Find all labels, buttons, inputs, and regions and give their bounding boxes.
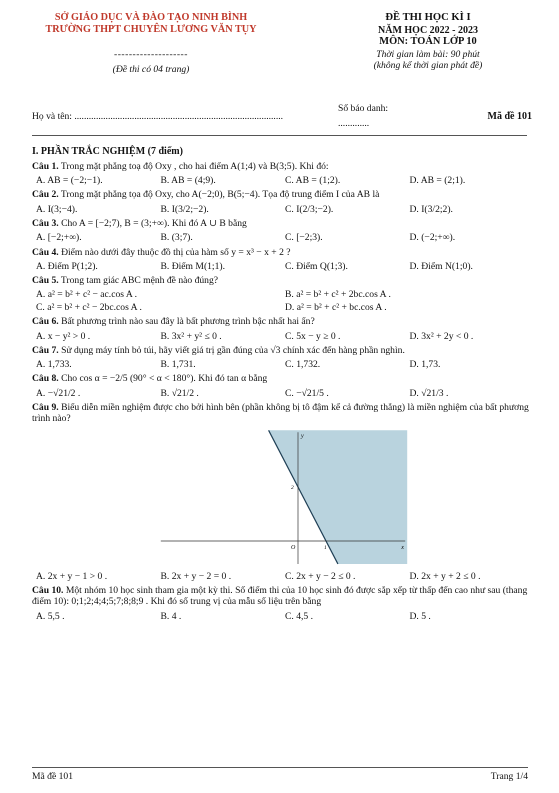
subject: MÔN: TOÁN LỚP 10 [379,36,477,48]
option-b: B. √21/2 . [160,387,199,399]
question-stem [32,275,534,286]
question-text: Một nhóm 10 học sinh tham gia một kỳ thi. Số điểm thi của 10 học sinh đó được sắp xếp từ thấp đến cao như sau (thang điểm 10): 0;1;2;4;4;5;7;8;8;9 . Khi đó số trung vị của mẫu số liệu trên bằng [32,585,528,608]
question-stem [32,316,534,327]
question-label: Câu 3. [32,218,59,230]
candidate-number-dots: ............. [338,118,370,130]
pages-note: (Đề thi có 04 trang) [112,63,190,75]
option-b: B. 3x² + y² ≤ 0 . [160,330,222,342]
option-a: A. x − y² > 0 . [36,330,91,342]
option-c: C. 5x − y ≥ 0 . [285,330,341,342]
question-label: Câu 4. [32,246,59,258]
question-text: Trong tam giác ABC mệnh đề nào đúng? [60,275,219,287]
options-row [36,175,534,186]
option-b: B. AB = (4;9). [160,175,216,187]
question-label: Câu 10. [32,585,64,597]
option-d: D. √21/3 . [409,387,449,399]
divider [32,135,527,136]
options-row [36,204,534,215]
option-a: A. −√21/2 . [36,387,81,399]
header-left [26,12,276,75]
option-d: D. 2x + y + 2 ≤ 0 . [409,570,481,582]
x-axis-label: x [401,544,404,551]
question-label: Câu 8. [32,373,59,385]
question-stem [32,161,534,172]
question-stem [32,345,534,356]
option-a: A. a² = b² + c² − ac.cos A . [36,288,138,300]
option-d: D. 1,73. [409,359,441,371]
question-text: Trong mặt phẳng tọa độ Oxy, cho A(−2;0), B(5;−4). Tọa độ trung điểm I của AB là [60,189,380,201]
header-right [318,12,538,71]
candidate-number-label: Số báo danh: [338,103,389,114]
option-d: D. 5 . [409,610,431,622]
options-row [36,388,534,399]
y-axis-label: y [301,433,304,440]
school-year: NĂM HỌC 2022 - 2023 [378,24,478,36]
question-text: Điểm nào dưới đây thuộc đồ thị của hàm số y = x³ − x + 2 ? [61,246,291,258]
question-10 [32,585,534,622]
section-title: I. PHẦN TRẮC NGHIỆM (7 điểm) [32,146,183,157]
candidate-number-field [338,103,388,130]
question-text: Sử dụng máy tính bỏ túi, hãy viết giá trị gần đúng của √3 chính xác đến hàng phần nghìn. [61,344,405,356]
option-b: B. (3;7). [160,232,193,244]
duration-note: (không kể thời gian phát đề) [373,59,483,71]
question-5 [32,275,534,313]
question-1 [32,161,534,187]
question-8 [32,373,534,399]
option-b: B. 4 . [160,610,182,622]
question-4 [32,247,534,273]
question-7 [32,345,534,371]
question-3 [32,218,534,244]
question-label: Câu 5. [32,275,59,287]
footer-page-number: Trang 1/4 [490,771,528,782]
option-a: A. AB = (−2;−1). [36,175,103,187]
solution-region-graph [160,429,408,567]
option-b: B. a² = b² + c² + 2bc.cos A . [285,288,391,300]
footer [32,767,528,782]
option-c: C. [−2;3). [285,232,323,244]
question-label: Câu 7. [32,344,59,356]
option-b: B. 1,731. [160,359,196,371]
question-label: Câu 1. [32,160,59,172]
footer-exam-code: Mã đề 101 [32,771,74,782]
question-stem [32,189,534,200]
question-6 [32,316,534,342]
school-name: TRƯỜNG THPT CHUYÊN LƯƠNG VĂN TỤY [45,23,257,35]
option-d: D. I(3/2;2). [409,203,453,215]
origin-label: O [291,544,296,551]
option-c: C. 2x + y − 2 ≤ 0 . [285,570,356,582]
option-c: C. I(2/3;−2). [285,203,334,215]
option-a: A. [−2;+∞). [36,232,82,244]
option-a: A. I(3;−4). [36,203,78,215]
option-a: A. Điểm P(1;2). [36,260,98,272]
exam-title: ĐỀ THI HỌC KÌ I [385,12,471,23]
shaded-region [269,430,408,564]
x-tick-label: 1 [324,544,327,551]
option-c: C. 1,732. [285,359,321,371]
question-text: Trong mặt phẳng toạ độ Oxy , cho hai điểm A(1;4) và B(3;5). Khi đó: [60,160,329,172]
question-2 [32,189,534,215]
option-b: B. I(3/2;−2). [160,203,209,215]
option-a: A. 2x + y − 1 > 0 . [36,570,108,582]
options-row [36,302,534,313]
option-c: C. −√21/5 . [285,387,329,399]
option-a: A. 1,733. [36,359,72,371]
exam-content [32,146,534,622]
question-text: Bất phương trình nào sau đây là bất phương trình bậc nhất hai ẩn? [61,316,315,328]
options-row [36,261,534,272]
options-row [36,611,534,622]
options-row [36,331,534,342]
option-b: B. 2x + y − 2 = 0 . [160,570,232,582]
question-label: Câu 9. [32,402,59,414]
option-c: C. a² = b² + c² − 2bc.cos A . [36,301,142,313]
option-d: D. Điểm N(1;0). [409,260,473,272]
option-d: D. a² = b² + c² + bc.cos A . [285,301,387,313]
option-d: D. 3x² + 2y < 0 . [409,330,474,342]
question-stem [32,218,534,229]
question-stem [32,402,534,425]
question-stem [32,585,534,608]
option-c: C. 4,5 . [285,610,313,622]
options-row [36,571,534,582]
duration: Thời gian làm bài: 90 phút [376,48,480,60]
option-d: D. (−2;+∞). [409,232,456,244]
question-label: Câu 2. [32,189,59,201]
question-label: Câu 6. [32,316,59,328]
exam-code: Mã đề 101 [487,111,532,122]
options-row [36,289,534,300]
question-text: Cho A = [−2;7), B = (3;+∞). Khi đó A ∪ B bằng [61,218,247,230]
student-info-row [32,103,532,129]
option-a: A. 5,5 . [36,610,65,622]
option-d: D. AB = (2;1). [409,175,466,187]
student-name-field: Họ và tên: ....................................................................................... [32,111,284,122]
question-text: Cho cos α = −2/5 (90° < α < 180°). Khi đó tan α bằng [61,373,268,385]
question-stem [32,247,534,258]
question-text: Biểu diễn miền nghiệm được cho bởi hình bên (phần không bị tô đậm kể cả đường thẳng) là miền nghiệm của bất phương trình nào? [32,402,529,425]
question-stem [32,373,534,384]
option-b: B. Điểm M(1;1). [160,260,225,272]
question-9 [32,402,534,582]
question-list [32,161,534,622]
header-dashes: -------------------- [114,49,188,61]
option-c: C. AB = (1;2). [285,175,341,187]
options-row [36,232,534,243]
option-c: C. Điểm Q(1;3). [285,260,348,272]
y-tick-label: 2 [291,484,294,491]
department-name: SỞ GIÁO DỤC VÀ ĐÀO TẠO NINH BÌNH [54,12,248,23]
options-row [36,359,534,370]
